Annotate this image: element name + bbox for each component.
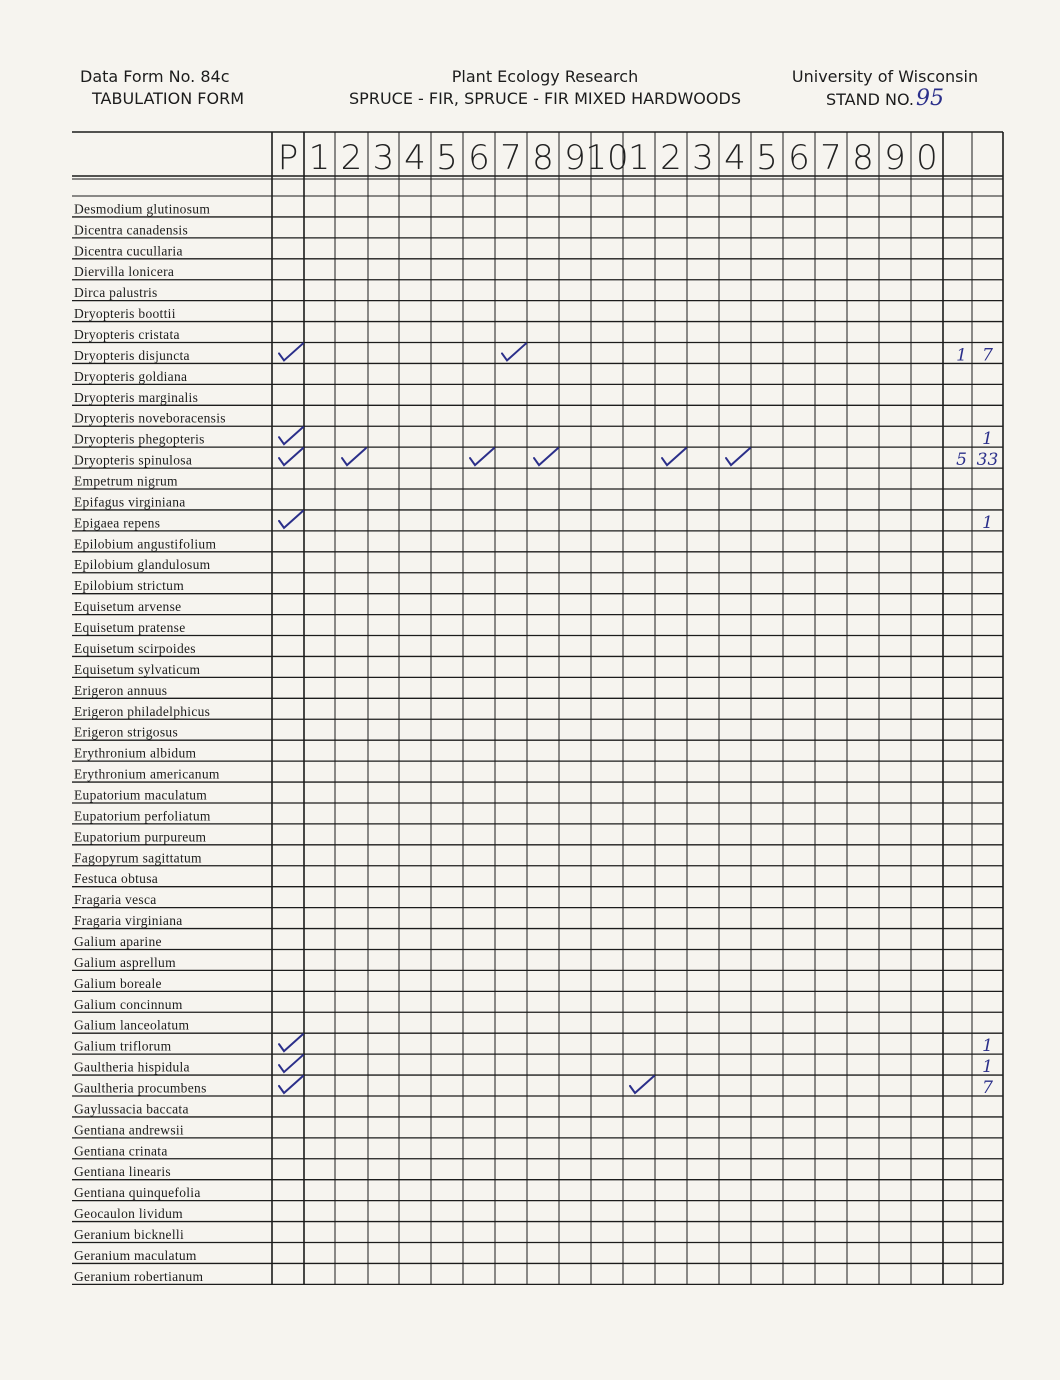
species-name: Erythronium americanum <box>74 766 220 782</box>
species-name: Empetrum nigrum <box>74 473 178 489</box>
species-name: Dicentra cucullaria <box>74 243 183 259</box>
species-name: Dryopteris goldiana <box>74 368 188 384</box>
species-name: Epilobium strictum <box>74 578 185 594</box>
species-name: Gentiana andrewsii <box>74 1122 184 1138</box>
column-header-label: 6 <box>468 138 490 178</box>
column-header-label: 3 <box>692 138 714 178</box>
species-name: Gaultheria hispidula <box>74 1059 190 1075</box>
column-header-label: 9 <box>884 138 906 178</box>
form-type: TABULATION FORM <box>92 89 245 108</box>
column-header-label: 9 <box>564 138 586 178</box>
species-name: Equisetum scirpoides <box>74 640 196 656</box>
species-name: Equisetum arvense <box>74 599 182 615</box>
species-name: Eupatorium maculatum <box>74 787 208 803</box>
total-value: 7 <box>982 345 993 366</box>
check-mark <box>662 448 686 465</box>
check-mark <box>630 1076 654 1093</box>
species-name: Geranium bicknelli <box>74 1227 184 1242</box>
total-value: 1 <box>982 1036 993 1057</box>
species-name: Epifagus virginiana <box>74 494 186 510</box>
check-mark <box>726 448 750 465</box>
total-value: 1 <box>982 429 993 450</box>
column-header-label: 1 <box>308 138 331 178</box>
column-header-label: 4 <box>724 138 746 178</box>
species-name: Geranium robertianum <box>74 1268 204 1284</box>
species-name: Equisetum sylvaticum <box>74 661 201 677</box>
check-mark <box>279 427 303 444</box>
column-header-label: 8 <box>852 138 874 178</box>
column-header-label: 0 <box>916 138 938 178</box>
species-name: Diervilla lonicera <box>74 264 175 280</box>
column-header-label: 3 <box>372 138 395 178</box>
species-name: Dryopteris spinulosa <box>74 452 193 468</box>
species-name: Gaultheria procumbens <box>74 1080 207 1096</box>
organization-title: Plant Ecology Research <box>451 67 639 86</box>
stand-number-label: STAND NO. <box>825 90 914 109</box>
species-name: Gentiana quinquefolia <box>74 1185 201 1201</box>
column-header-label: P <box>277 138 299 178</box>
species-name: Fragaria virginiana <box>74 913 183 929</box>
total-value: 33 <box>976 450 999 471</box>
species-name: Gentiana crinata <box>74 1143 168 1159</box>
species-name: Fragaria vesca <box>74 892 157 908</box>
column-header-label: 4 <box>404 138 426 178</box>
check-mark <box>502 343 526 360</box>
species-name: Galium triflorum <box>74 1038 172 1054</box>
species-name: Galium asprellum <box>74 954 176 970</box>
column-header-label: 5 <box>436 138 458 178</box>
check-mark <box>279 511 303 528</box>
species-name: Dicentra canadensis <box>74 222 189 238</box>
column-header-label: 1 <box>628 138 650 178</box>
species-name: Galium boreale <box>74 975 162 991</box>
species-name: Dryopteris disjuncta <box>74 347 190 363</box>
species-name: Dryopteris noveboracensis <box>74 410 226 426</box>
stand-number-value: 95 <box>916 86 944 111</box>
species-name: Dryopteris phegopteris <box>74 431 205 447</box>
species-name: Dryopteris cristata <box>74 327 180 343</box>
check-mark <box>279 1076 303 1093</box>
total-value: 1 <box>982 1057 993 1078</box>
species-name: Dryopteris boottii <box>74 306 176 322</box>
check-mark <box>279 343 303 360</box>
column-header-label: 7 <box>820 138 842 178</box>
species-name: Erigeron annuus <box>74 682 168 698</box>
species-name: Galium aparine <box>74 933 162 949</box>
form-subtitle: SPRUCE - FIR, SPRUCE - FIR MIXED HARDWOODS <box>349 89 741 108</box>
total-value: 7 <box>982 1077 993 1098</box>
species-name: Festuca obtusa <box>74 871 159 887</box>
check-mark <box>279 448 303 465</box>
species-name: Erigeron philadelphicus <box>74 703 211 719</box>
species-name: Epilobium angustifolium <box>74 536 217 552</box>
species-name: Dryopteris marginalis <box>74 389 199 405</box>
species-name: Galium concinnum <box>74 996 183 1012</box>
column-header-label: 2 <box>660 138 682 178</box>
species-name: Equisetum pratense <box>74 620 186 636</box>
species-name: Geocaulon lividum <box>74 1206 183 1222</box>
species-name: Eupatorium purpureum <box>74 829 207 845</box>
check-mark <box>342 448 366 465</box>
university-name: University of Wisconsin <box>791 67 979 86</box>
species-name: Epilobium glandulosum <box>74 557 211 573</box>
species-name: Gaylussacia baccata <box>74 1101 189 1117</box>
total-value: 1 <box>982 512 993 533</box>
species-name: Erigeron strigosus <box>74 724 179 740</box>
frequency-value: 5 <box>956 450 967 471</box>
column-header-label: 5 <box>756 138 778 178</box>
check-mark <box>470 448 494 465</box>
species-name: Geranium maculatum <box>74 1247 197 1263</box>
column-header-label: 2 <box>340 138 363 178</box>
species-name: Dirca palustris <box>74 285 158 301</box>
check-mark <box>534 448 558 465</box>
species-name: Fagopyrum sagittatum <box>74 850 202 866</box>
column-header-label: 6 <box>788 138 810 178</box>
column-header-label: 7 <box>500 138 522 178</box>
check-mark <box>279 1034 303 1051</box>
frequency-value: 1 <box>956 345 967 366</box>
species-name: Eupatorium perfoliatum <box>74 808 211 824</box>
form-number: Data Form No. 84c <box>80 67 230 86</box>
species-name: Desmodium glutinosum <box>74 201 211 217</box>
species-name: Epigaea repens <box>74 515 161 531</box>
species-name: Erythronium albidum <box>74 745 197 761</box>
column-header-label: 10 <box>585 138 629 178</box>
species-name: Gentiana linearis <box>74 1164 171 1180</box>
check-mark <box>279 1055 303 1072</box>
column-header-label: 8 <box>532 138 554 178</box>
species-name: Galium lanceolatum <box>74 1017 190 1033</box>
